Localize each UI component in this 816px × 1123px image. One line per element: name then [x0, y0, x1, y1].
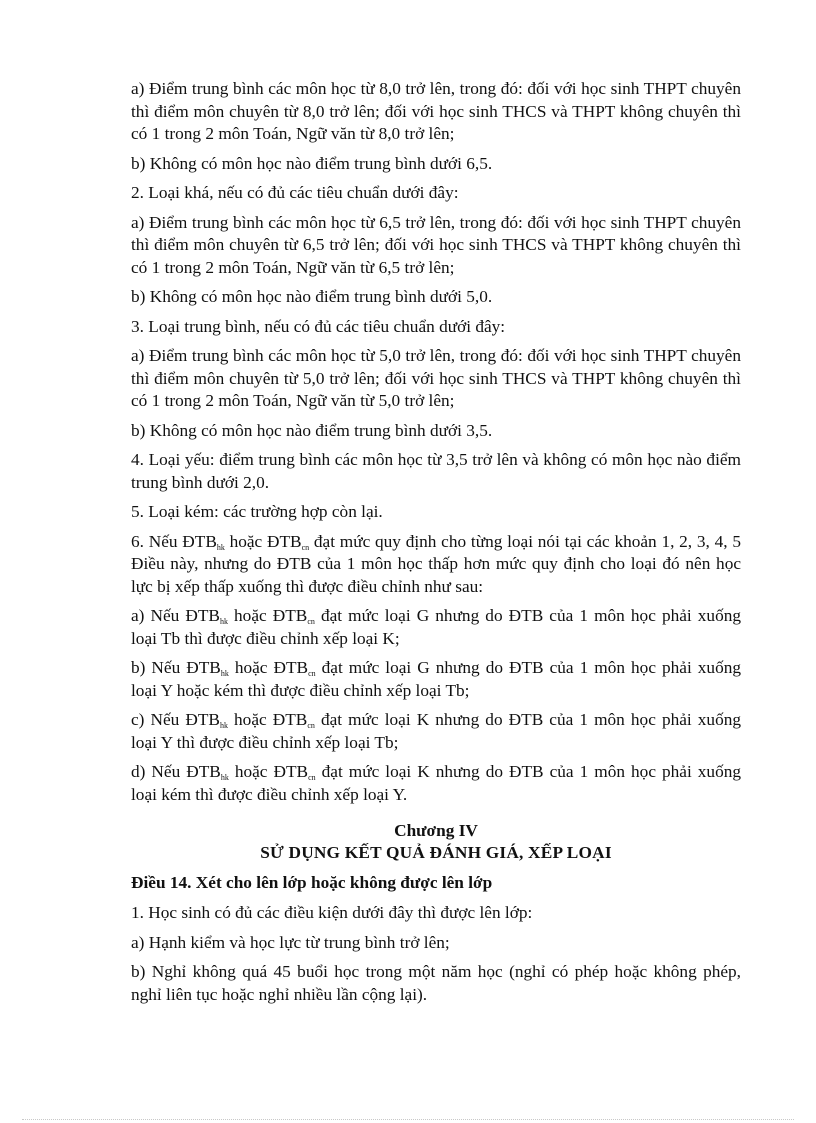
paragraph: a) Hạnh kiểm và học lực từ trung bình trở lên; — [131, 932, 450, 952]
article-title: Điều 14. Xét cho lên lớp hoặc không được lên lớp — [131, 873, 493, 892]
document-page — [131, 78, 741, 1013]
paragraph: 2. Loại khá, nếu có đủ các tiêu chuẩn dưới đây: — [131, 183, 459, 202]
paragraph-adjustment-d: d) Nếu $ĐTB_{hk}$ hoặc $ĐTB_{cn}$ đạt mức loại K nhưng do ĐTB của 1 môn học phải xuống loại kém thì được điều chỉnh xếp loại Y. — [131, 762, 741, 804]
paragraph: 4. Loại yếu: điểm trung bình các môn học từ 3,5 trở lên và không có môn học nào điểm trung bình dưới 2,0. — [131, 450, 741, 492]
page-separator — [22, 1119, 794, 1120]
paragraph: a) Điểm trung bình các môn học từ 8,0 trở lên, trong đó: đối với học sinh THPT chuyên thì điểm môn chuyên từ 8,0 trở lên; đối với học sinh THCS và THPT không chuyên thì có 1 trong 2 môn Toán, Ngữ văn từ 8,0 trở lên; — [131, 79, 741, 143]
paragraph: 3. Loại trung bình, nếu có đủ các tiêu chuẩn dưới đây: — [131, 316, 506, 336]
chapter-heading: Chương IV — [394, 821, 478, 840]
paragraph: 5. Loại kém: các trường hợp còn lại. — [131, 502, 383, 521]
paragraph: b) Không có môn học nào điểm trung bình dưới 3,5. — [131, 420, 493, 440]
paragraph: a) Điểm trung bình các môn học từ 6,5 trở lên, trong đó: đối với học sinh THPT chuyên thì điểm môn chuyên từ 6,5 trở lên; đối với học sinh THCS và THPT không chuyên thì có 1 trong 2 môn Toán, Ngữ văn từ 6,5 trở lên; — [131, 212, 741, 277]
paragraph: b) Nghỉ không quá 45 buổi học trong một năm học (nghỉ có phép hoặc không phép, nghỉ liên tục hoặc nghỉ nhiều lần cộng lại). — [131, 962, 741, 1004]
paragraph-adjustment-b: b) Nếu $ĐTB_{hk}$ hoặc $ĐTB_{cn}$ đạt mức loại G nhưng do ĐTB của 1 môn học phải xuống loại Y hoặc kém thì được điều chỉnh xếp loại Tb; — [131, 658, 741, 700]
paragraph-item-6: 6. Nếu $ĐTB_{hk}$ hoặc $ĐTB_{cn}$ đạt mức quy định cho từng loại nói tại các khoản 1, 2, 3, 4, 5 Điều này, nhưng do ĐTB của 1 môn học thấp hơn mức quy định cho loại đó nên học lực bị xếp thấp xuống thì được điều chỉnh như sau: — [131, 531, 741, 596]
paragraph: b) Không có môn học nào điểm trung bình dưới 6,5. — [131, 153, 493, 173]
chapter-title: SỬ DỤNG KẾT QUẢ ĐÁNH GIÁ, XẾP LOẠI — [260, 843, 612, 862]
paragraph: b) Không có môn học nào điểm trung bình dưới 5,0. — [131, 287, 493, 306]
paragraph-adjustment-a: a) Nếu $ĐTB_{hk}$ hoặc $ĐTB_{cn}$ đạt mức loại G nhưng do ĐTB của 1 môn học phải xuống loại Tb thì được điều chỉnh xếp loại K; — [131, 606, 741, 648]
paragraph-adjustment-c: c) Nếu $ĐTB_{hk}$ hoặc $ĐTB_{cn}$ đạt mức loại K nhưng do ĐTB của 1 môn học phải xuống loại Y thì được điều chỉnh xếp loại Tb; — [131, 710, 741, 752]
paragraph: 1. Học sinh có đủ các điều kiện dưới đây thì được lên lớp: — [131, 903, 533, 922]
paragraph: a) Điểm trung bình các môn học từ 5,0 trở lên, trong đó: đối với học sinh THPT chuyên thì điểm môn chuyên từ 5,0 trở lên; đối với học sinh THCS và THPT không chuyên thì có 1 trong 2 môn Toán, Ngữ văn từ 5,0 trở lên; — [131, 346, 741, 410]
